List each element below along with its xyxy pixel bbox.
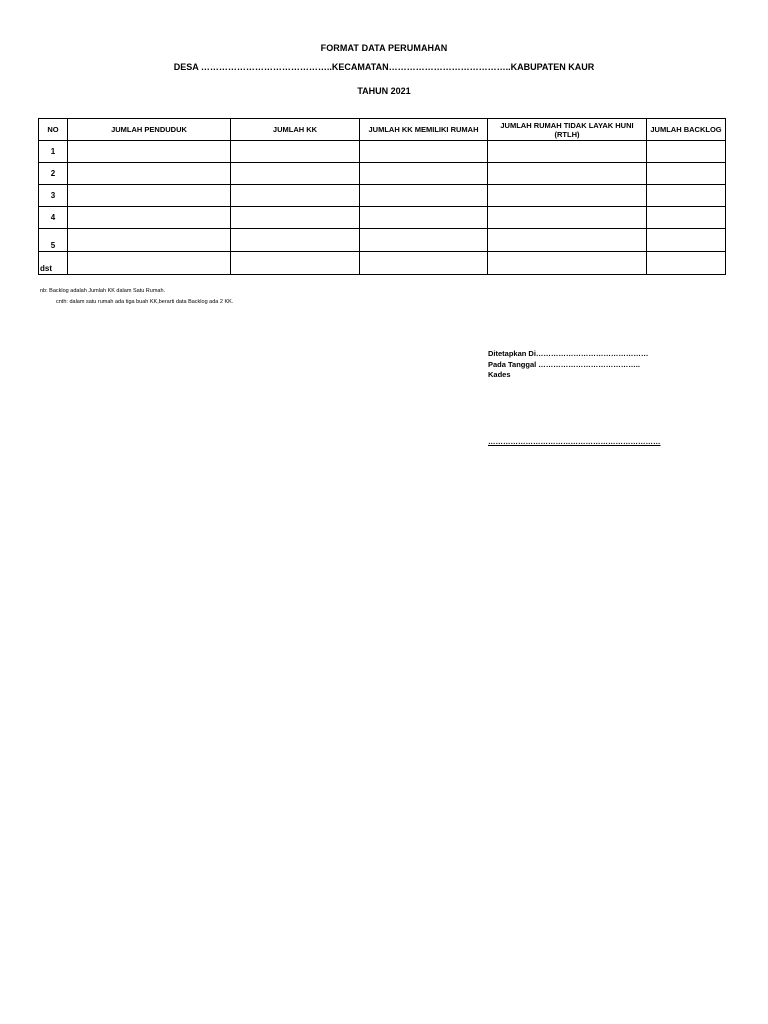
table-header-row [39,119,726,141]
cell-kk-memiliki-rumah [360,207,488,229]
table-row [39,252,726,275]
row-number: 3 [39,185,68,207]
cell-kk-memiliki-rumah [360,185,488,207]
cell-backlog [647,252,726,275]
backlog-example-note: cnth: dalam satu rumah ada tiga buah KK,berarti data Backlog ada 2 KK. [56,299,234,305]
header-no: NO [39,119,68,141]
cell-rtlh [488,252,647,275]
cell-kk-memiliki-rumah [360,141,488,163]
row-number: 4 [39,207,68,229]
cell-kk-memiliki-rumah [360,252,488,275]
cell-jumlah-penduduk [68,185,231,207]
cell-jumlah-kk [231,252,360,275]
table-row [39,141,726,163]
housing-data-table [38,118,726,275]
cell-rtlh [488,141,647,163]
table-row [39,207,726,229]
cell-backlog [647,141,726,163]
signature-place: Ditetapkan Di……………………………………… [488,349,649,358]
cell-kk-memiliki-rumah [360,229,488,252]
header-jumlah-kk-memiliki-rumah: JUMLAH KK MEMILIKI RUMAH [360,119,488,141]
cell-backlog [647,207,726,229]
header-jumlah-rtlh: JUMLAH RUMAH TIDAK LAYAK HUNI (RTLH) [488,119,647,141]
cell-kk-memiliki-rumah [360,163,488,185]
row-number: 1 [39,141,68,163]
table-row [39,185,726,207]
signature-date: Pada Tanggal ………………………………….. [488,359,640,369]
signature-name-line: …………………………………………………………… [488,437,661,446]
cell-jumlah-penduduk [68,229,231,252]
backlog-definition-note: nb: Backlog adalah Jumlah KK dalam Satu Rumah. [40,288,166,294]
cell-jumlah-penduduk [68,141,231,163]
cell-jumlah-kk [231,141,360,163]
header-jumlah-backlog: JUMLAH BACKLOG [647,119,726,141]
year-line: TAHUN 2021 [357,86,411,96]
cell-rtlh [488,163,647,185]
cell-backlog [647,185,726,207]
cell-jumlah-penduduk [68,207,231,229]
cell-rtlh [488,185,647,207]
cell-jumlah-kk [231,185,360,207]
cell-jumlah-kk [231,163,360,185]
cell-backlog [647,163,726,185]
signature-block [488,349,648,381]
page-title: FORMAT DATA PERUMAHAN [320,43,448,53]
location-line: DESA ……………………………………..KECAMATAN…………………………………..KABUPATEN KAUR [173,62,595,72]
cell-rtlh [488,229,647,252]
table-row [39,163,726,185]
header-jumlah-penduduk: JUMLAH PENDUDUK [68,119,231,141]
signature-role: Kades [488,370,511,379]
cell-jumlah-penduduk [68,252,231,275]
cell-backlog [647,229,726,252]
cell-rtlh [488,207,647,229]
row-number: 2 [39,163,68,185]
cell-jumlah-kk [231,207,360,229]
row-number: 5 [39,229,68,252]
header-jumlah-kk: JUMLAH KK [231,119,360,141]
cell-jumlah-penduduk [68,163,231,185]
table-row [39,229,726,252]
cell-jumlah-kk [231,229,360,252]
row-number: dst [39,252,68,275]
